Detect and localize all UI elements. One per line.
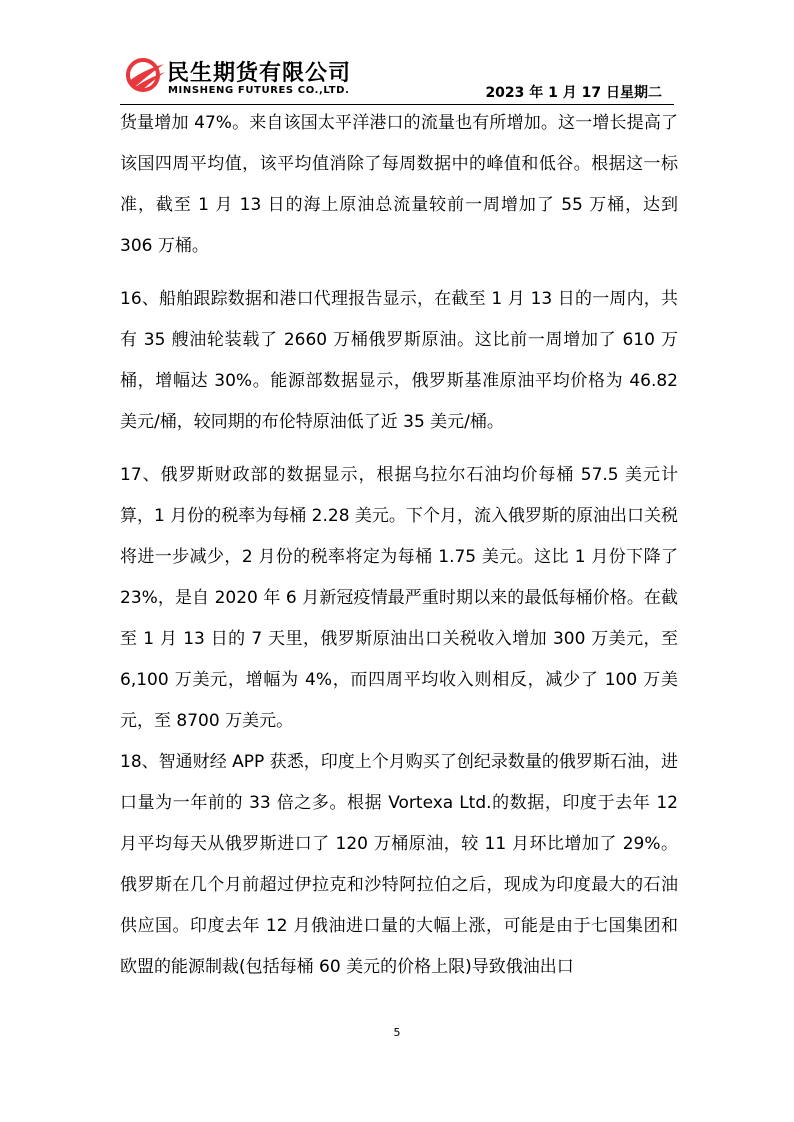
report-date: 2023 年 1 月 17 日星期二 bbox=[485, 85, 662, 101]
paragraph-18: 18、智通财经 APP 获悉，印度上个月购买了创纪录数量的俄罗斯石油，进口量为一年前的 33 倍之多。根据 Vortexa Ltd.的数据，印度于去年 12 月平均每天从俄罗斯进口了 120 万桶原油，较 11 月环比增加了 29%。俄罗斯在几个月前超过伊拉克和沙特阿拉伯之后，现成为印度最大的石油供应国。印度去年 12 月俄油进口量的大幅上涨，可能是由于七国集团和欧盟的能源制裁(包括每桶 60 美元的价格上限)导致俄油出口 bbox=[120, 752, 678, 977]
paragraph-continued: 货量增加 47%。来自该国太平洋港口的流量也有所增加。这一增长提高了该国四周平均值，该平均值消除了每周数据中的峰值和低谷。根据这一标准，截至 1 月 13 日的海上原油总流量较前一周增加了 55 万桶，达到 306 万桶。 bbox=[120, 113, 678, 256]
page-number: 5 bbox=[393, 1026, 401, 1039]
company-name-en: MINSHENG FUTURES CO.,LTD. bbox=[168, 85, 350, 96]
company-name-cn: 民生期货有限公司 bbox=[167, 61, 352, 86]
minsheng-logo-icon bbox=[124, 58, 166, 92]
paragraph-17: 17、俄罗斯财政部的数据显示，根据乌拉尔石油均价每桶 57.5 美元计算，1 月份的税率为每桶 2.28 美元。下个月，流入俄罗斯的原油出口关税将进一步减少，2 月份的税率将定为每桶 1.75 美元。这比 1 月份下降了 23%，是自 2020 年 6 月新冠疫情最严重时期以来的最低每桶价格。在截至 1 月 13 日的 7 天里，俄罗斯原油出口关税收入增加 300 万美元，至 6,100 万美元，增幅为 4%，而四周平均收入则相反，减少了 100 万美元，至 8700 万美元。 bbox=[120, 465, 678, 731]
document-body bbox=[120, 103, 678, 988]
page-header bbox=[0, 0, 794, 110]
paragraph-16: 16、船舶跟踪数据和港口代理报告显示，在截至 1 月 13 日的一周内，共有 35 艘油轮装载了 2660 万桶俄罗斯原油。这比前一周增加了 610 万桶，增幅达 30%。能源部数据显示，俄罗斯基准原油平均价格为 46.82 美元/桶，较同期的布伦特原油低了近 35 美元/桶。 bbox=[120, 289, 678, 432]
